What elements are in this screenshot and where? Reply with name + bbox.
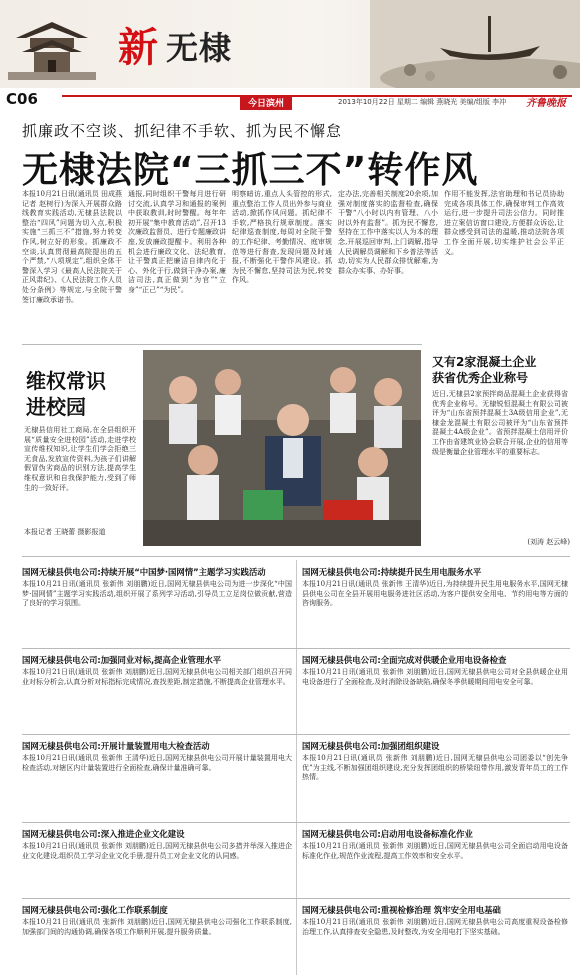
news-photo	[143, 350, 421, 546]
news-title: 国网无棣县供电公司:加强团组织建设	[302, 741, 440, 751]
article-column-1: 本报10月21日讯(通讯员 田成燕 记者 赵树行)为深入开展群众路线教育实践活动,无棣县法院以整治“四风”问题为切入点,积极实施“三抓三不”措施,努力转变作风,树立好的形象。抓廉政不空谈,认真贯彻最高院提出的五个严禁,“八项规定”,组织全体干警深入学习《最高人民法院关于正风肃纪》、《人民法院工作人员处分条例》等规定,与全院干警签订廉政承诺书。	[22, 190, 122, 304]
news-body: 本报10月21日讯(通讯员 张新伟 刘朋鹏)近日,国网无棣县供电公司对全县供暖企业用电设备进行了全面检查,及时消除设备缺陷,确保冬季供暖期间用电安全可靠。	[302, 668, 568, 686]
right-story-byline: (刘涛 赵云峰)	[527, 538, 570, 546]
divider	[22, 556, 570, 557]
divider	[22, 648, 570, 649]
news-title: 国网无棣县供电公司:持续提升民生用电服务水平	[302, 567, 482, 577]
right-title-line: 又有2家混凝土企业	[432, 355, 537, 369]
divider	[22, 822, 570, 823]
sidebar-title-line: 维权常识	[26, 369, 106, 393]
news-body: 本报10月21日讯(通讯员 张新伟 刘朋鹏)近日,国网无棣县供电公司团委以“创先争优”为主线,不断加强团组织建设,充分发挥团组织的桥梁纽带作用,激发青年员工的工作热情。	[302, 754, 568, 782]
issue-meta: 2013年10月22日 星期二 编辑 燕晓光 美编/组版 李冲	[338, 98, 507, 106]
pagoda-illustration	[8, 8, 96, 80]
news-title: 国网无棣县供电公司:持续开展“中国梦·国网情”主题学习实践活动	[22, 567, 266, 577]
article-column-3: 明察暗访,重点人头管控的形式,重点整治工作人员出外参与商业活动,掀抓作风问题。抓纪律不手软,严格执行规章制度。落实纪律巡查制度,每周对全院干警的工作纪律、考勤情况、庭审规范等进行督查,发现问题及时通报,不断强化干警作风建设。抓为民不懈怠,坚持司法为民,转变作风。	[232, 190, 332, 285]
news-title: 国网无棣县供电公司:加强同业对标,提高企业管理水平	[22, 655, 222, 665]
section-title-char: 新	[118, 25, 156, 71]
news-title: 国网无棣县供电公司:强化工作联系制度	[22, 905, 168, 915]
right-story-title	[432, 354, 572, 386]
news-body: 本报10月21日讯(通讯员 张新伟 刘朋鹏)近日,国网无棣县供电公司为进一步深化“中国梦·国网情”主题学习实践活动,组织开展了系列学习活动,引导员工立足岗位做贡献,营造了良好的学习氛围。	[22, 580, 292, 608]
sidebar-body: 无棣县信用社工商局,在全县组织开展“质量安全进校园”活动,走进学校宣传维权知识,让学生们学会拒绝三无食品,发放宣传资料,为孩子们讲解假冒伪劣商品的识别方法,提高学生维权意识和自我保护能力,受到了师生的一致好评。	[24, 426, 136, 492]
article-column-2: 通报,同时组织干警每月进行研讨交流,认真学习和通报的案例中获取教训,时时警醒。每年年初开展“集中教育活动”,召开13次廉政监督员、进行专题廉政讲座,发放廉政提醒卡。利用各种机会进行廉政文化、法纪教育,让干警真正把廉洁自律内化于心、外化于行,做到干净办案,廉洁司法,真正做到“为官”“立身”“正己”“为民”。	[128, 190, 226, 294]
column-divider	[296, 560, 297, 975]
news-title: 国网无棣县供电公司:开展计量装置用电大检查活动	[22, 741, 210, 751]
masthead-banner	[0, 0, 580, 88]
divider	[22, 898, 570, 899]
sidebar-byline: 本报记者 王晓蕾 摄影报道	[24, 528, 106, 536]
news-body: 本报10月21日讯(通讯员 张新伟 刘朋鹏)近日,国网无棣县供电公司全面启动用电设备标准化作业,规范作业流程,提高工作效率和安全水平。	[302, 842, 568, 860]
news-title: 国网无棣县供电公司:深入推进企业文化建设	[22, 829, 185, 839]
right-title-line: 获省优秀企业称号	[432, 371, 529, 385]
article-column-5: 作用不能发挥,法官助理和书记员协助完成各项具体工作,确保审判工作高效运行,进一步提升司法公信力。同时推进立案信访窗口建设,方便群众诉讼,让群众感受到司法的温暖,推动法院各项工作全面开展,切实维护社会公平正义。	[444, 190, 564, 256]
news-body: 本报10月21日讯(通讯员 张新伟 王清华)近日,为持续提升民生用电服务水平,国网无棣县供电公司在全县开展用电服务进社区活动,为客户提供安全用电、节约用电等方面的咨询服务。	[302, 580, 568, 608]
news-title: 国网无棣县供电公司:启动用电设备标准化作业	[302, 829, 473, 839]
right-story-body: 近日,无棣县2家预拌商品混凝土企业获得省优秀企业称号。无棣锐恒混凝土有限公司被评为“山东省预拌混凝土3A级信用企业”,无棣金龙混凝土有限公司被评为“山东省预拌混凝土4A级企业”。省预拌混凝土信用评价工作由省建筑业协会联合开展,企业的信用等级是衡量企业管理水平的重要标志。	[432, 390, 568, 456]
newspaper-brand: 齐鲁晚报	[526, 98, 566, 109]
article-column-4: 定办法,完善相关制度20余项,加强对制度落实的监督检查,确保干警“八小时以内有管理、八小时以外有监督”。抓为民不懈怠,坚持在工作中落实以人为本的理念,开展巡回审判,上门调解,指导人民调解员调解和下乡普法等活动,切实为人民群众排忧解难,为群众办实事、办好事。	[338, 190, 438, 275]
news-title: 国网无棣县供电公司:重视检修治理 筑牢安全用电基础	[302, 905, 501, 915]
section-title: 无棣	[166, 29, 233, 67]
divider	[22, 734, 570, 735]
sidebar-title-line: 进校园	[26, 395, 86, 419]
news-body: 本报10月21日讯(通讯员 张新伟 刘朋鹏)近日,国网无棣县供电公司高度重视设备检修治理工作,认真排查安全隐患,及时整改,为安全用电打下坚实基础。	[302, 918, 568, 936]
news-body: 本报10月21日讯(通讯员 张新伟 刘朋鹏)近日,国网无棣县供电公司强化工作联系制度,加强部门间的沟通协调,确保各项工作顺利开展,提升服务质量。	[22, 918, 292, 936]
article-headline: 无棣法院“三抓三不”转作风	[22, 150, 479, 191]
news-body: 本报10月21日讯(通讯员 张新伟 王清华)近日,国网无棣县供电公司开展计量装置用电大检查活动,对辖区内计量装置进行全面检查,确保计量准确可靠。	[22, 754, 292, 772]
article-subhead: 抓廉政不空谈、抓纪律不手软、抓为民不懈怠	[22, 122, 343, 140]
news-title: 国网无棣县供电公司:全面完成对供暖企业用电设备检查	[302, 655, 507, 665]
page-number: C06	[6, 90, 38, 108]
news-body: 本报10月21日讯(通讯员 张新伟 刘朋鹏)近日,国网无棣县供电公司多措并举深入推进企业文化建设,组织员工学习企业文化手册,提升员工对企业文化的认同感。	[22, 842, 292, 860]
section-tag: 今日滨州	[240, 95, 292, 110]
news-body: 本报10月21日讯(通讯员 张新伟 刘朋鹏)近日,国网无棣县供电公司相关部门组织召开同业对标分析会,认真分析对标指标完成情况,查找差距,制定措施,不断提高企业管理水平。	[22, 668, 292, 686]
sidebar-title	[26, 368, 106, 420]
photo-illustration	[143, 350, 421, 546]
divider	[22, 344, 422, 345]
boat-illustration	[370, 0, 580, 88]
